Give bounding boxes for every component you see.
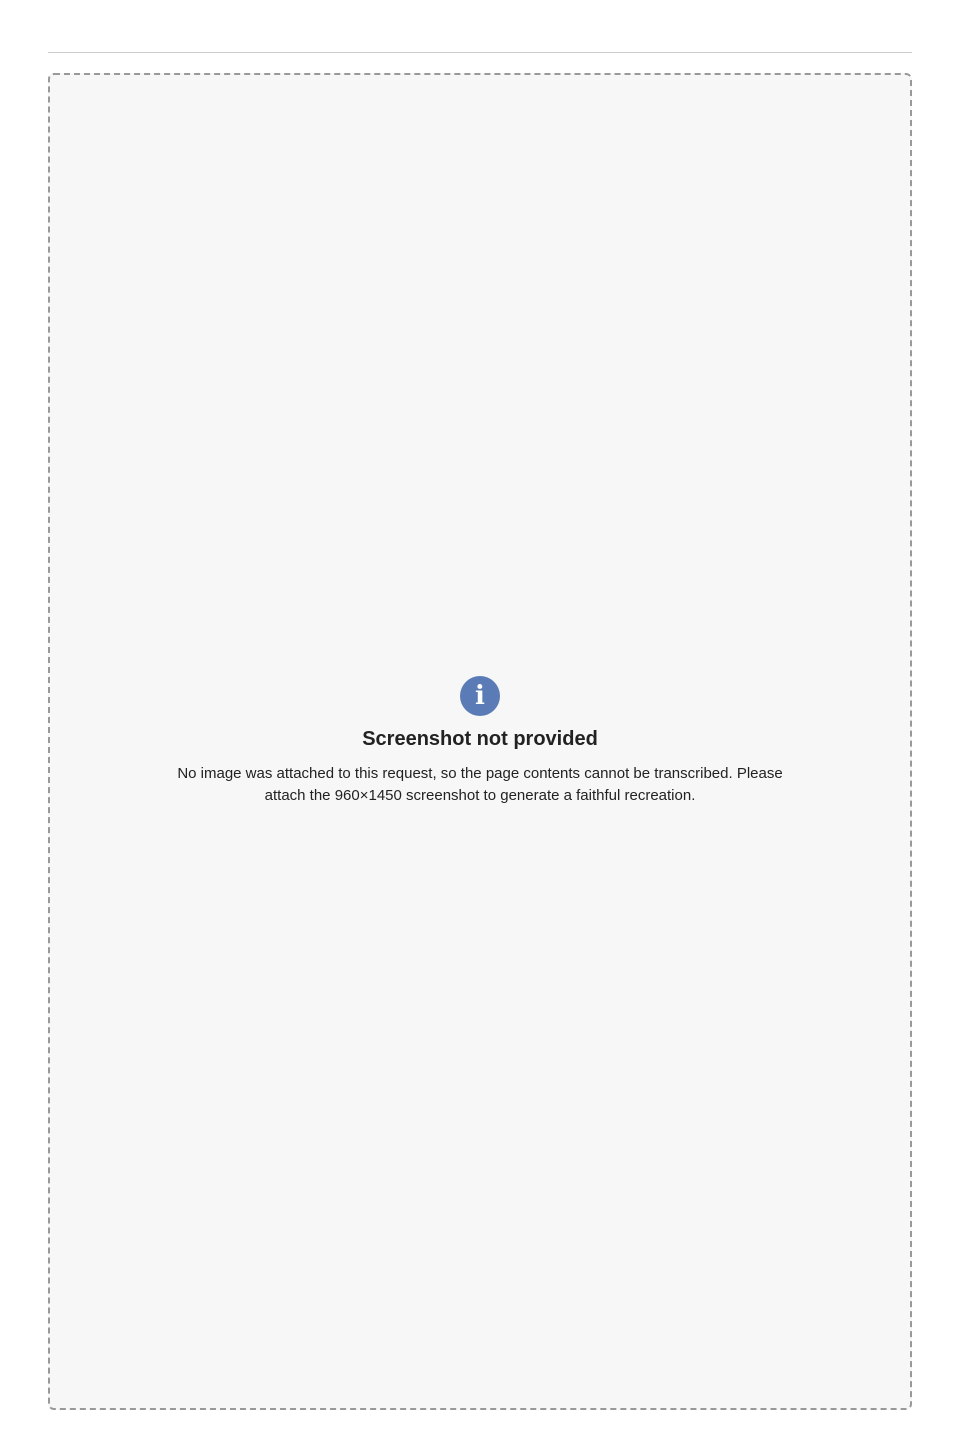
notice-heading: Screenshot not provided	[362, 727, 598, 750]
info-icon: i	[460, 676, 500, 716]
notice-body: No image was attached to this request, so the page contents cannot be transcribed. Please attach the 960×1450 screenshot to generate a faithful recreation.	[177, 764, 783, 804]
page-header	[48, 40, 912, 53]
missing-image-notice	[48, 73, 912, 1410]
